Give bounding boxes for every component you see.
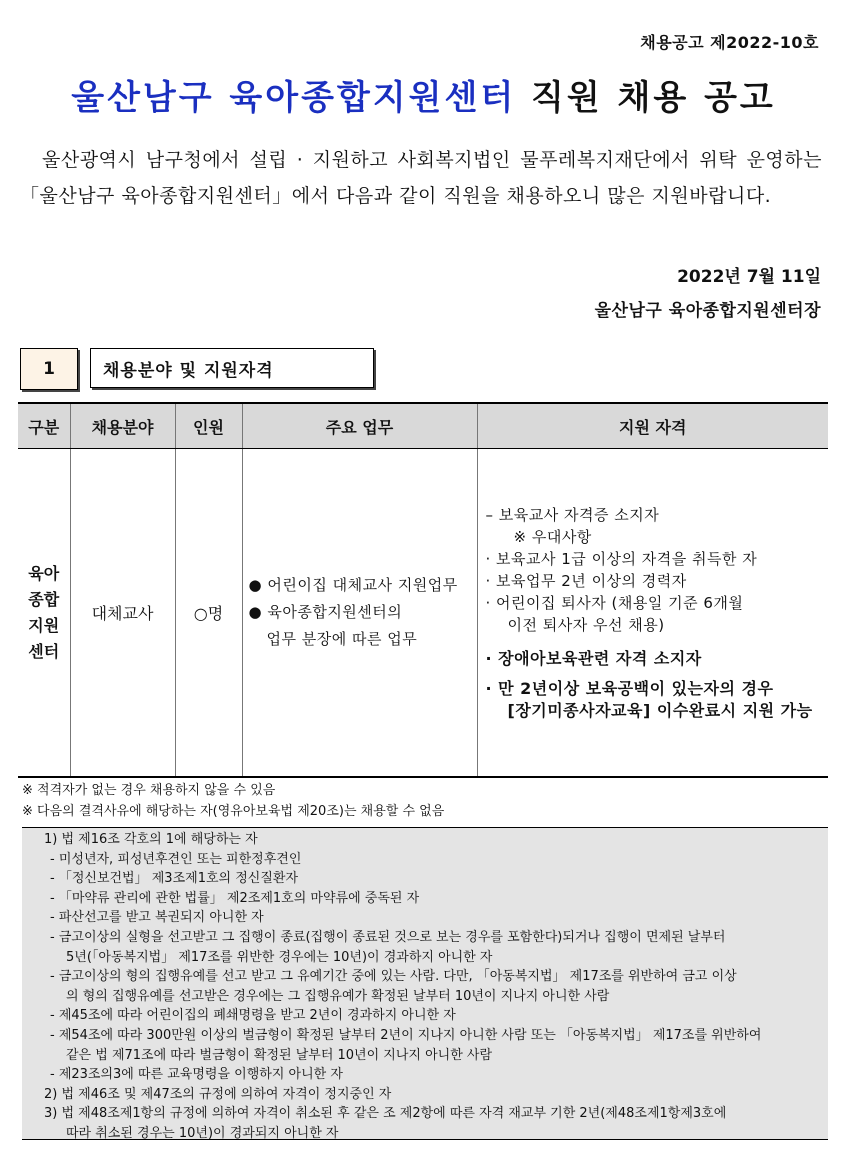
- dq-line: 1) 법 제16조 각호의 1에 해당하는 자: [44, 832, 258, 847]
- dq-line: 2) 법 제46조 및 제47조의 규정에 의하여 자격이 정지중인 자: [44, 1086, 392, 1102]
- dq-line: - 파산선고를 받고 복권되지 아니한 자: [50, 910, 264, 926]
- qual-pref: · 보육업무 2년 이상의 경력자: [485, 571, 687, 590]
- cell-qualifications: [477, 449, 828, 778]
- gubun-line: 센터: [28, 641, 60, 661]
- header-gubun: 구분: [18, 403, 70, 449]
- section-title: 채용분야 및 지원자격: [90, 348, 374, 388]
- dq-line: - 금고이상의 형의 집행유예를 선고 받고 그 유예기간 중에 있는 사람. 다만, 「아동복지법」 제17조를 위반하여 금고 이상: [50, 969, 737, 985]
- header-duties: 주요 업무: [242, 403, 477, 449]
- qual-bold-2-cont: [장기미종사자교육] 이수완료시 지원 가능: [507, 700, 813, 720]
- header-count: 인원: [175, 403, 242, 449]
- cell-field: 대체교사: [70, 449, 175, 778]
- dq-line: 의 형의 집행유예를 선고받은 경우에는 그 집행유예가 확정된 날부터 10년이 지나지 아니한 사람: [66, 988, 610, 1004]
- gubun-line: 육아: [28, 563, 60, 583]
- intro-text: 울산광역시 남구청에서 설립 · 지원하고 사회복지법인 물푸레복지재단에서 위탁 운영하는 「울산남구 육아종합지원센터」에서 다음과 같이 직원을 채용하오니 많은 지원바랍니다.: [20, 149, 822, 207]
- dq-line: 따라 취소된 경우는 10년)이 경과되지 아니한 자: [66, 1125, 339, 1141]
- intro-paragraph: [20, 142, 822, 214]
- dq-line: 5년(「아동복지법」 제17조를 위반한 경우에는 10년)이 경과하지 아니한 자: [66, 949, 493, 965]
- duty-item: ● 육아종합지원센터의: [248, 603, 403, 621]
- qual-pref-title: ※ 우대사항: [513, 527, 592, 546]
- page-title: [0, 70, 847, 119]
- dq-line: 같은 법 제71조에 따라 벌금형이 확정된 날부터 10년이 지나지 아니한 사람: [66, 1047, 493, 1063]
- duty-item: ● 어린이집 대체교사 지원업무: [248, 576, 458, 594]
- notice-number: 채용공고 제2022-10호: [640, 33, 819, 52]
- header-qualifications: 지원 자격: [477, 403, 828, 449]
- dq-line: - 미성년자, 피성년후견인 또는 피한정후견인: [50, 851, 302, 867]
- qual-pref-cont: 이전 퇴사자 우선 채용): [507, 615, 665, 634]
- cell-count: ○명: [175, 449, 242, 778]
- title-org: 울산남구 육아종합지원센터: [71, 78, 517, 118]
- dq-line: - 제45조에 따라 어린이집의 폐쇄명령을 받고 2년이 경과하지 아니한 자: [50, 1008, 456, 1024]
- gubun-line: 지원: [28, 615, 60, 635]
- qual-bold-2: · 만 2년이상 보육공백이 있는자의 경우: [485, 678, 774, 698]
- note-item: ※ 다음의 결격사유에 해당하는 자(영유아보육법 제20조)는 채용할 수 없음: [22, 804, 445, 819]
- gubun-line: 종합: [28, 589, 60, 609]
- signatory: 울산남구 육아종합지원센터장: [594, 301, 821, 321]
- note-item: ※ 적격자가 없는 경우 채용하지 않을 수 있음: [22, 783, 276, 798]
- dq-line: 3) 법 제48조제1항의 규정에 의하여 자격이 취소된 후 같은 조 제2항에 따른 자격 재교부 기한 2년(제48조제1항제3호에: [44, 1106, 727, 1122]
- qual-main: – 보육교사 자격증 소지자: [485, 505, 660, 524]
- recruitment-table: [18, 402, 828, 778]
- qual-pref: · 어린이집 퇴사자 (채용일 기준 6개월: [485, 593, 744, 612]
- duty-item-cont: 업무 분장에 따른 업무: [266, 630, 418, 648]
- dq-line: - 제23조의3에 따른 교육명령을 이행하지 아니한 자: [50, 1067, 343, 1083]
- table-row: [18, 449, 828, 778]
- dq-line: - 제54조에 따라 300만원 이상의 벌금형이 확정된 날부터 2년이 지나지 아니한 사람 또는 「아동복지법」 제17조를 위반하여: [50, 1027, 762, 1043]
- dq-line: - 금고이상의 실형을 선고받고 그 집행이 종료(집행이 종료된 것으로 보는 경우를 포함한다)되거나 집행이 면제된 날부터: [50, 929, 726, 945]
- cell-gubun: [18, 449, 70, 778]
- qual-bold-1: · 장애아보육관련 자격 소지자: [485, 648, 702, 668]
- section-number: 1: [20, 348, 78, 390]
- header-field: 채용분야: [70, 403, 175, 449]
- title-rest: 직원 채용 공고: [531, 78, 776, 118]
- qual-pref: · 보육교사 1급 이상의 자격을 취득한 자: [485, 549, 758, 568]
- notes: [22, 780, 444, 822]
- table-header-row: [18, 403, 828, 449]
- disqualification-box: [22, 827, 828, 1140]
- notice-date: 2022년 7월 11일: [677, 267, 821, 287]
- dq-line: - 「정신보건법」 제3조제1호의 정신질환자: [50, 871, 299, 887]
- cell-duties: [242, 449, 477, 778]
- dq-line: - 「마약류 관리에 관한 법률」 제2조제1호의 마약류에 중독된 자: [50, 890, 420, 906]
